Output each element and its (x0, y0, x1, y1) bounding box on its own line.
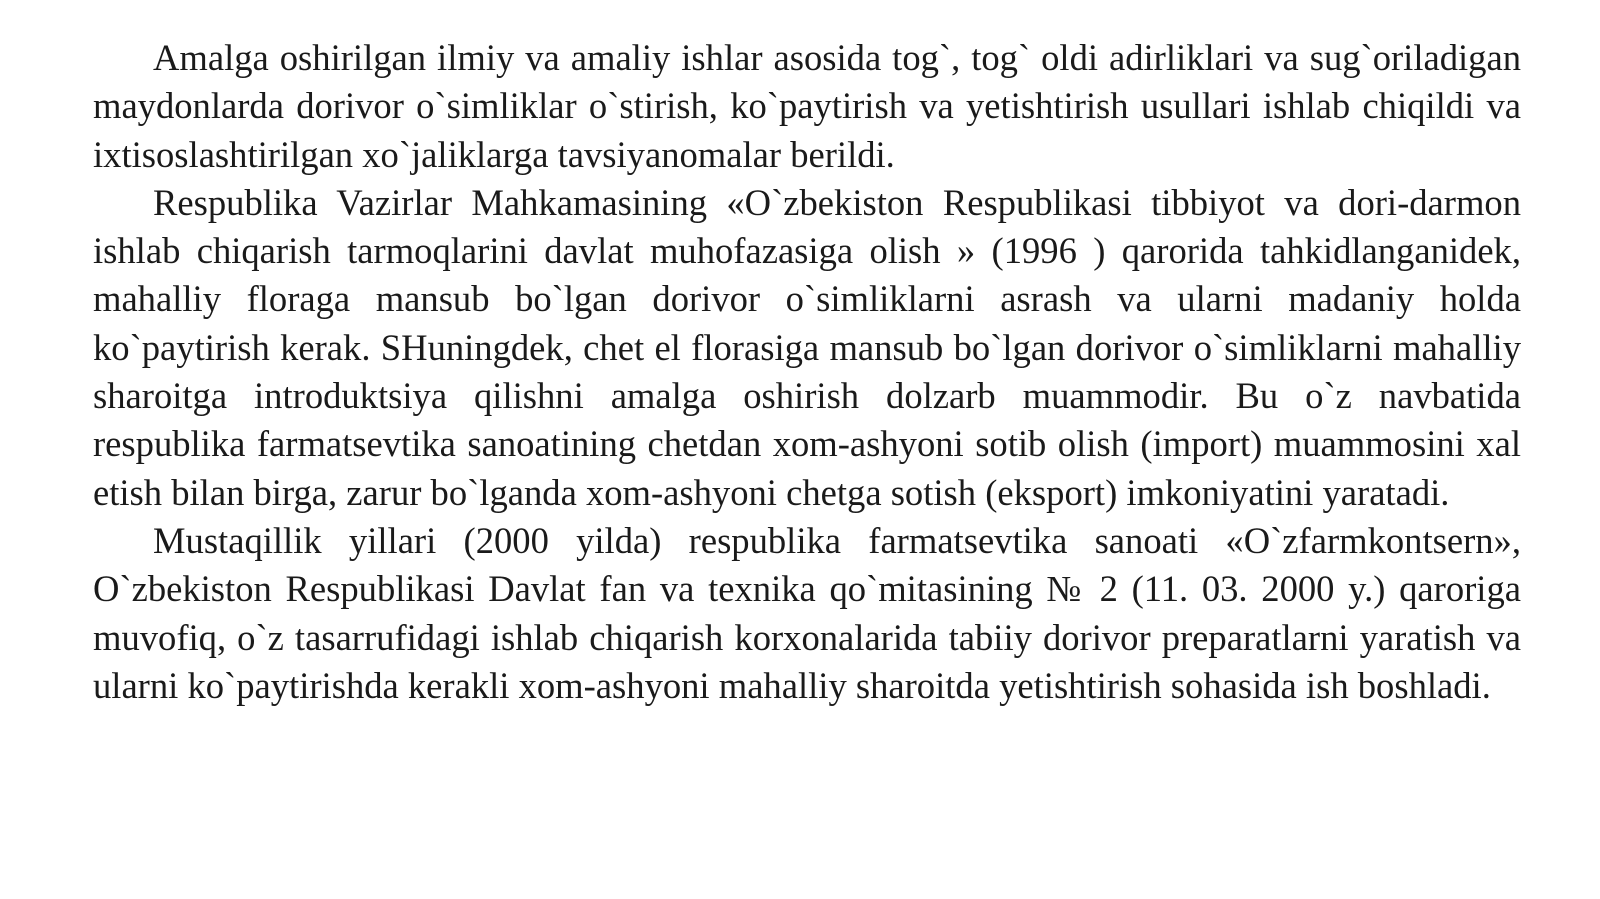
document-body (93, 34, 1521, 710)
paragraph-3: Mustaqillik yillari (2000 yilda) respublika farmatsevtika sanoati «O`zfarmkontsern», O`zbekiston Respublikasi Davlat fan va texnika qo`mitasining № 2 (11. 03. 2000 y.) qaroriga muvofiq, o`z tasarrufidagi ishlab chiqarish korxonalarida tabiiy dorivor preparatlarni yaratish va ularni ko`paytirishda kerakli xom-ashyoni mahalliy sharoitda yetishtirish sohasida ish boshladi. (93, 519, 1521, 706)
paragraph-1: Amalga oshirilgan ilmiy va amaliy ishlar asosida tog`, tog` oldi adirliklari va sug`oriladigan maydonlarda dorivor o`simliklar o`stirish, ko`paytirish va yetishtirish usullari ishlab chiqildi va ixtisoslashtirilgan xo`jaliklarga tavsiyanomalar berildi. (93, 37, 1521, 175)
paragraph-2: Respublika Vazirlar Mahkamasining «O`zbekiston Respublikasi tibbiyot va dori-darmon ishlab chiqarish tarmoqlarini davlat muhofazasiga olish » (1996 ) qarorida tahkidlanganidek, mahalliy floraga mansub bo`lgan dorivor o`simliklarni asrash va ularni madaniy holda ko`paytirish kerak. SHuningdek, chet el florasiga mansub bo`lgan dorivor o`simliklarni mahalliy sharoitga introduktsiya qilishni amalga oshirish dolzarb muammodir. Bu o`z navbatida respublika farmatsevtika sanoatining chetdan xom-ashyoni sotib olish (import) muammosini xal etish bilan birga, zarur bo`lganda xom-ashyoni chetga sotish (eksport) imkoniyatini yaratadi. (93, 181, 1521, 513)
